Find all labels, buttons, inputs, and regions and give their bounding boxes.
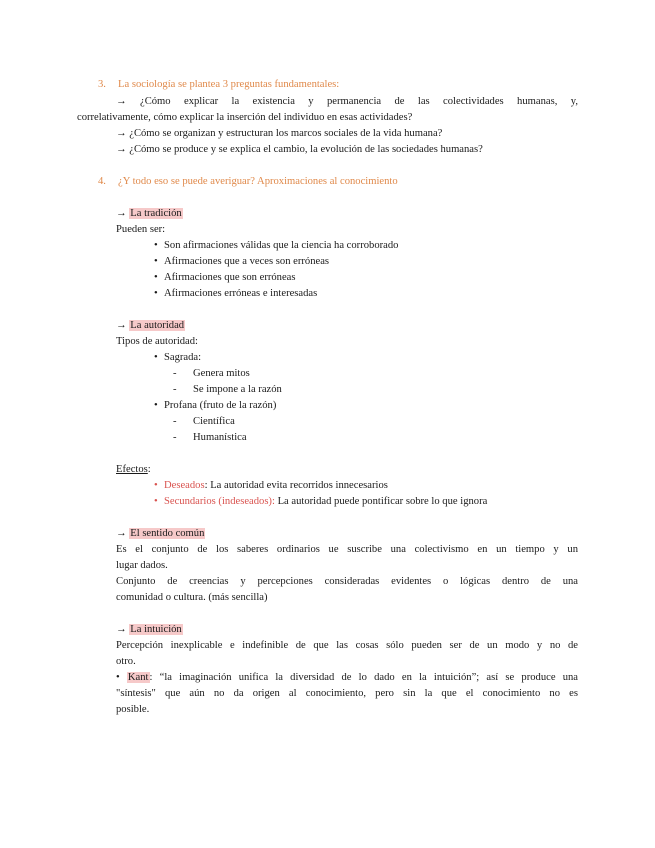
list-item-text: Afirmaciones que a veces son erróneas — [164, 256, 330, 267]
arrow: → — [116, 528, 130, 539]
question-1-line-2: correlativamente, cómo explicar la inserción del individuo en esas actividades? — [77, 112, 413, 123]
autoridad-profana — [154, 398, 276, 414]
sentido-comun-p1-line-1: Es el conjunto de los saberes ordinarios ue suscribe una colectivismo en un tiempo y un — [116, 544, 578, 555]
bullet-icon: • — [154, 496, 158, 507]
sentido-comun-p2-line-2: comunidad o cultura. (más sencilla) — [116, 592, 268, 603]
question-2: → ¿Cómo se organizan y estructuran los marcos sociales de la vida humana? — [116, 128, 443, 139]
dash-icon: - — [173, 416, 177, 427]
kant-line-1 — [116, 670, 578, 686]
sublist-item-text: Se impone a la razón — [193, 384, 282, 395]
tradicion-item-1 — [154, 238, 398, 254]
tradicion-item-4 — [154, 286, 317, 302]
section-4-heading — [98, 174, 398, 190]
question-1-line-1: → ¿Cómo explicar la existencia y permanencia de las colectividades humanas, y, — [116, 96, 578, 107]
intuicion-p1-line-2: otro. — [116, 656, 136, 667]
kant-line-3: posible. — [116, 704, 150, 715]
dash-icon: - — [173, 384, 177, 395]
list-item-text: Son afirmaciones válidas que la ciencia ha corroborado — [164, 240, 399, 251]
heading-highlight: La intuición — [130, 624, 182, 635]
section-3-heading — [98, 77, 339, 93]
bullet-icon: • — [154, 240, 158, 251]
sentido-comun-heading — [116, 526, 205, 542]
dash-icon: - — [173, 432, 177, 443]
efectos-label — [116, 462, 151, 478]
list-item-text: Afirmaciones erróneas e interesadas — [164, 288, 318, 299]
tradicion-item-3 — [154, 270, 296, 286]
heading-highlight: La tradición — [130, 208, 182, 219]
deseados-label: Deseados — [164, 480, 205, 491]
sublist-item-text: Científica — [193, 416, 235, 427]
deseados-text: : La autoridad evita recorridos innecesarios — [204, 480, 388, 491]
bullet-icon: • — [154, 288, 158, 299]
section-title: La sociología se plantea 3 preguntas fundamentales: — [118, 79, 340, 90]
intuicion-heading — [116, 622, 183, 638]
sublist-item-text: Humanística — [193, 432, 247, 443]
autoridad-heading — [116, 318, 185, 334]
kant-line-2: "síntesis" que aún no da origen al conocimiento, pero sin la que el conocimiento no es — [116, 688, 578, 699]
bullet-icon: • — [154, 256, 158, 267]
list-item-text: Afirmaciones que son erróneas — [164, 272, 296, 283]
sagrada-sub-1 — [173, 366, 250, 382]
efectos-colon: : — [147, 464, 151, 475]
bullet-icon: • — [154, 352, 158, 363]
bullet-icon: • — [154, 272, 158, 283]
autoridad-intro: Tipos de autoridad: — [116, 336, 199, 347]
bullet-icon: • — [154, 480, 158, 491]
arrow: → — [116, 208, 130, 219]
list-item-text: Profana (fruto de la razón) — [164, 400, 277, 411]
autoridad-sagrada — [154, 350, 201, 366]
arrow: → — [116, 320, 130, 331]
tradicion-heading — [116, 206, 183, 222]
efecto-secundarios — [154, 494, 487, 510]
dash-icon: - — [173, 368, 177, 379]
sagrada-sub-2 — [173, 382, 282, 398]
profana-sub-1 — [173, 414, 235, 430]
sentido-comun-p1-line-2: lugar dados. — [116, 560, 168, 571]
question-3: → ¿Cómo se produce y se explica el cambio, la evolución de las sociedades humanas? — [116, 144, 483, 155]
section-title: ¿Y todo eso se puede averiguar? Aproximaciones al conocimiento — [118, 176, 398, 187]
section-number: 3. — [98, 79, 106, 90]
secundarios-label: Secundarios (indeseados): — [164, 496, 275, 507]
kant-label: Kant — [127, 672, 149, 683]
efectos-text: Efectos — [116, 464, 148, 475]
tradicion-intro: Pueden ser: — [116, 224, 166, 235]
heading-highlight: El sentido común — [130, 528, 205, 539]
profana-sub-2 — [173, 430, 247, 446]
secundarios-text: La autoridad puede pontificar sobre lo que ignora — [274, 496, 488, 507]
kant-text: : “la imaginación unifica la diversidad de lo dado en la intuición”; así se produce una — [149, 672, 579, 683]
sentido-comun-p2-line-1: Conjunto de creencias y percepciones consideradas evidentes o lógicas dentro de una — [116, 576, 578, 587]
sublist-item-text: Genera mitos — [193, 368, 250, 379]
bullet-icon: • — [154, 400, 158, 411]
intuicion-p1-line-1: Percepción inexplicable e indefinible de que las cosas sólo pueden ser de un modo y no de — [116, 640, 578, 651]
heading-highlight: La autoridad — [130, 320, 185, 331]
list-item-text: Sagrada: — [164, 352, 202, 363]
bullet-icon: • — [116, 672, 127, 683]
tradicion-item-2 — [154, 254, 329, 270]
section-number: 4. — [98, 176, 106, 187]
arrow: → — [116, 624, 130, 635]
efecto-deseados — [154, 478, 388, 494]
